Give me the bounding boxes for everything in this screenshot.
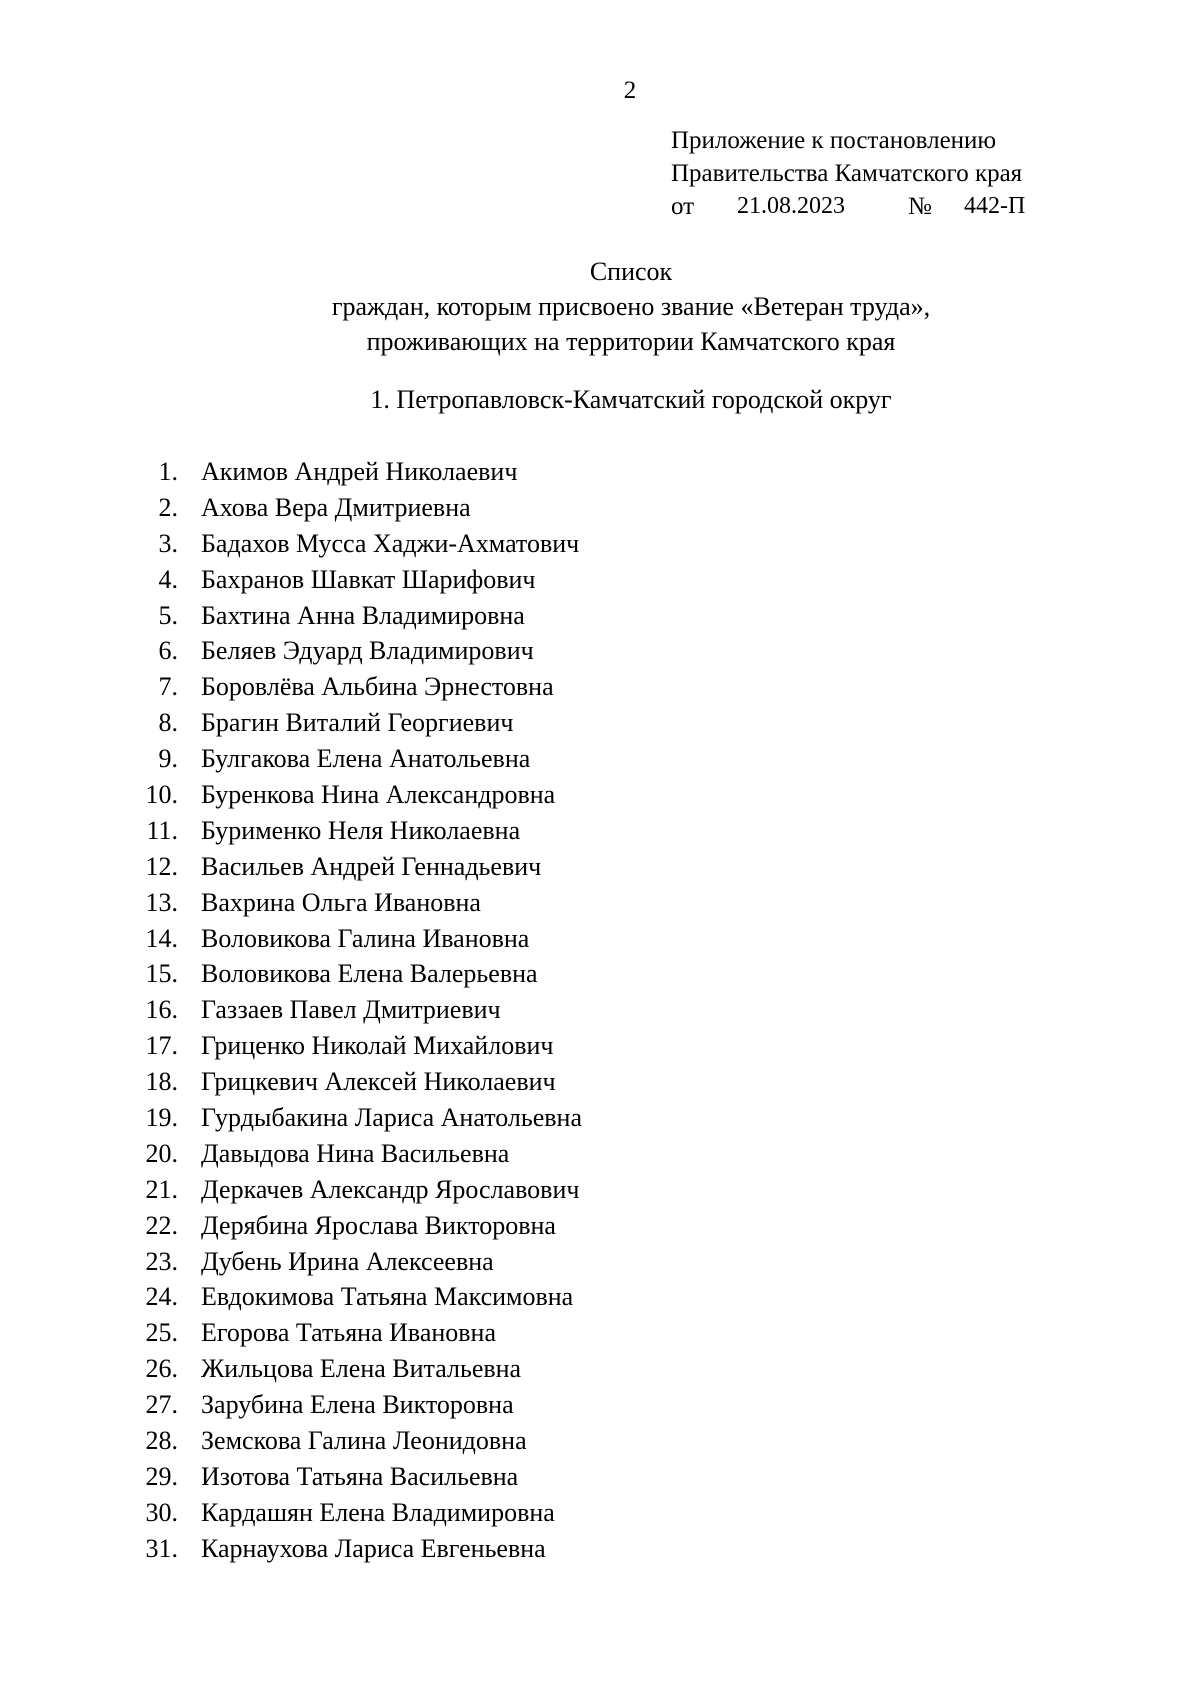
list-item bbox=[0, 1136, 900, 1172]
list-item-number: 16. bbox=[145, 995, 178, 1025]
resolution-date: 21.08.2023 bbox=[737, 193, 845, 219]
list-item-number: 5. bbox=[158, 600, 178, 630]
list-item-name: Воловикова Елена Валерьевна bbox=[201, 959, 538, 989]
list-item-name: Евдокимова Татьяна Максимовна bbox=[201, 1282, 574, 1312]
list-item bbox=[0, 705, 900, 741]
list-item bbox=[0, 669, 900, 705]
list-item-name: Булгакова Елена Анатольевна bbox=[201, 744, 531, 774]
list-item bbox=[0, 1172, 900, 1208]
list-item-name: Егорова Татьяна Ивановна bbox=[201, 1318, 497, 1348]
page-number: 2 bbox=[623, 77, 637, 104]
list-item-name: Изотова Татьяна Васильевна bbox=[201, 1461, 519, 1491]
list-item-number: 12. bbox=[145, 851, 178, 881]
list-item-number: 29. bbox=[145, 1461, 178, 1491]
list-item-number: 25. bbox=[145, 1318, 178, 1348]
list-item bbox=[0, 1423, 900, 1459]
list-item-name: Вахрина Ольга Ивановна bbox=[201, 887, 481, 917]
list-item-name: Бадахов Мусса Хаджи-Ахматович bbox=[201, 528, 580, 558]
list-item-name: Васильев Андрей Геннадьевич bbox=[201, 851, 542, 881]
list-item-number: 3. bbox=[158, 528, 178, 558]
list-item-number: 15. bbox=[145, 959, 178, 989]
list-item-number: 14. bbox=[145, 923, 178, 953]
list-item-name: Грицкевич Алексей Николаевич bbox=[201, 1067, 556, 1097]
list-item-number: 2. bbox=[158, 492, 178, 522]
list-item bbox=[0, 1387, 900, 1423]
list-item-number: 13. bbox=[145, 887, 178, 917]
list-item-number: 26. bbox=[145, 1354, 178, 1384]
list-item-name: Гриценко Николай Михайлович bbox=[201, 1031, 554, 1061]
list-item-number: 19. bbox=[145, 1103, 178, 1133]
list-item-name: Брагин Виталий Георгиевич bbox=[201, 708, 514, 738]
list-item bbox=[0, 1244, 900, 1280]
list-item bbox=[0, 454, 900, 490]
list-item bbox=[0, 1208, 900, 1244]
title-line-3: проживающих на территории Камчатского края bbox=[366, 327, 896, 356]
list-item-name: Бахранов Шавкат Шарифович bbox=[201, 564, 536, 594]
list-item bbox=[0, 992, 900, 1028]
list-item bbox=[0, 1531, 900, 1567]
list-item-number: 23. bbox=[145, 1246, 178, 1276]
list-item-name: Зарубина Елена Викторовна bbox=[201, 1390, 514, 1420]
list-item bbox=[0, 1351, 900, 1387]
list-item bbox=[0, 813, 900, 849]
list-item bbox=[0, 1279, 900, 1315]
list-item bbox=[0, 562, 900, 598]
list-item-number: 10. bbox=[145, 780, 178, 810]
list-item-number: 4. bbox=[158, 564, 178, 594]
list-item-name: Воловикова Галина Ивановна bbox=[201, 923, 530, 953]
list-title bbox=[0, 254, 1200, 359]
list-item-number: 27. bbox=[145, 1390, 178, 1420]
appendix-header bbox=[671, 124, 1026, 223]
list-item-number: 9. bbox=[158, 744, 178, 774]
list-item bbox=[0, 885, 900, 921]
list-item bbox=[0, 1028, 900, 1064]
list-item bbox=[0, 1495, 900, 1531]
list-item-name: Газзаев Павел Дмитриевич bbox=[201, 995, 501, 1025]
list-item-name: Бахтина Анна Владимировна bbox=[201, 600, 525, 630]
list-item-name: Буренкова Нина Александровна bbox=[201, 780, 556, 810]
list-item bbox=[0, 1459, 900, 1495]
list-item-name: Дерябина Ярослава Викторовна bbox=[201, 1210, 556, 1240]
title-line-2: граждан, которым присвоено звание «Ветеран труда», bbox=[331, 292, 931, 321]
list-item-name: Гурдыбакина Лариса Анатольевна bbox=[201, 1103, 582, 1133]
title-line-1: Список bbox=[589, 257, 673, 286]
list-item-number: 22. bbox=[145, 1210, 178, 1240]
list-item-number: 24. bbox=[145, 1282, 178, 1312]
appendix-line-1: Приложение к постановлению bbox=[671, 127, 997, 154]
list-item-number: 28. bbox=[145, 1426, 178, 1456]
date-prefix: от bbox=[671, 193, 695, 220]
list-item-name: Акимов Андрей Николаевич bbox=[201, 457, 518, 486]
appendix-line-2: Правительства Камчатского края bbox=[671, 160, 1023, 187]
list-item-number: 20. bbox=[145, 1138, 178, 1168]
list-item bbox=[0, 1100, 900, 1136]
list-item bbox=[0, 490, 900, 526]
list-item-name: Давыдова Нина Васильевна bbox=[201, 1138, 510, 1168]
list-item-number: 8. bbox=[158, 708, 178, 738]
list-item-number: 18. bbox=[145, 1067, 178, 1097]
list-item bbox=[0, 921, 900, 957]
list-item-number: 21. bbox=[145, 1174, 178, 1204]
appendix-date-row bbox=[671, 190, 1026, 223]
list-item-number: 1. bbox=[158, 457, 178, 486]
list-item bbox=[0, 777, 900, 813]
list-item-name: Бурименко Неля Николаевна bbox=[201, 815, 521, 845]
list-item bbox=[0, 741, 900, 777]
list-item bbox=[0, 1315, 900, 1351]
list-item-name: Ахова Вера Дмитриевна bbox=[201, 492, 471, 522]
district-heading: 1. Петропавловск-Камчатский городской округ bbox=[370, 385, 892, 414]
persons-list bbox=[0, 454, 900, 1567]
list-item bbox=[0, 633, 900, 669]
list-item-name: Боровлёва Альбина Эрнестовна bbox=[201, 672, 554, 702]
list-item-number: 31. bbox=[145, 1533, 178, 1563]
list-item-number: 11. bbox=[146, 815, 178, 845]
list-item bbox=[0, 526, 900, 562]
resolution-number: 442-П bbox=[964, 193, 1026, 219]
list-item-number: 6. bbox=[158, 636, 178, 666]
list-item-name: Земскова Галина Леонидовна bbox=[201, 1426, 527, 1456]
list-item-name: Жильцова Елена Витальевна bbox=[201, 1354, 522, 1384]
list-item-name: Деркачев Александр Ярославович bbox=[201, 1174, 580, 1204]
list-item-number: 7. bbox=[158, 672, 178, 702]
list-item-name: Кардашян Елена Владимировна bbox=[201, 1497, 555, 1527]
list-item bbox=[0, 1064, 900, 1100]
list-item-name: Карнаухова Лариса Евгеньевна bbox=[201, 1533, 546, 1563]
number-sign: № bbox=[908, 193, 932, 220]
list-item-name: Дубень Ирина Алексеевна bbox=[201, 1246, 494, 1276]
list-item bbox=[0, 956, 900, 992]
list-item-number: 17. bbox=[145, 1031, 178, 1061]
list-item bbox=[0, 598, 900, 634]
list-item bbox=[0, 849, 900, 885]
list-item-name: Беляев Эдуард Владимирович bbox=[201, 636, 534, 666]
list-item-number: 30. bbox=[145, 1497, 178, 1527]
